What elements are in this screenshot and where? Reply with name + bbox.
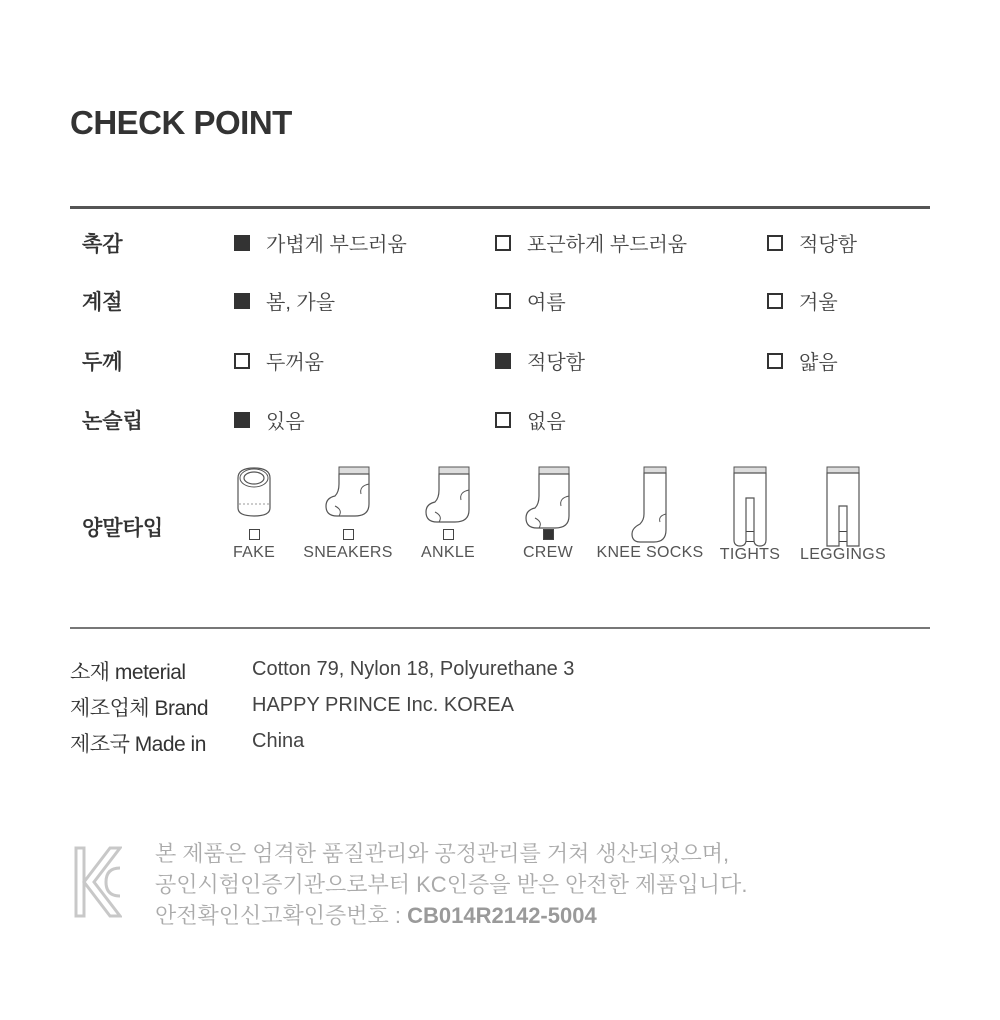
sneakers-sock-icon (323, 464, 373, 520)
sock-type-ankle (408, 464, 488, 562)
option-checkbox (495, 286, 566, 315)
option-checkbox (767, 286, 838, 315)
empty-box-icon (495, 412, 511, 428)
option-label: 적당함 (799, 234, 857, 256)
certification-line: 본 제품은 엄격한 품질관리와 공정관리를 거쳐 생산되었으며, (155, 841, 730, 866)
spec-value: China (252, 730, 305, 752)
certification-number-label: 안전확인신고확인증번호 : (155, 903, 408, 928)
option-label: 얇음 (799, 352, 838, 374)
sock-type-name: TIGHTS (719, 546, 781, 563)
certification-number: CB014R2142-5004 (407, 903, 597, 928)
row-label: 촉감 (82, 233, 123, 256)
option-label: 포근하게 부드러움 (527, 234, 688, 256)
sock-type-name: LEGGINGS (800, 546, 886, 563)
spec-value: HAPPY PRINCE Inc. KOREA (252, 694, 514, 716)
sock-type-name: CREW (522, 544, 574, 561)
bottom-divider (70, 627, 930, 629)
option-checkbox (495, 346, 585, 375)
option-checkbox (234, 405, 305, 434)
empty-box-icon (767, 353, 783, 369)
sock-type-leggings (800, 464, 886, 564)
empty-box-icon (249, 529, 260, 540)
kc-certification-logo-icon (74, 846, 122, 918)
fake-sock-icon (234, 464, 274, 520)
option-checkbox (767, 228, 857, 257)
option-label: 없음 (527, 411, 566, 433)
option-checkbox (767, 346, 838, 375)
sock-type-fake (214, 464, 294, 562)
checked-box-icon (234, 293, 250, 309)
top-divider (70, 206, 930, 209)
certification-number-line (155, 900, 747, 931)
empty-box-icon (234, 353, 250, 369)
option-label: 겨울 (799, 292, 838, 314)
sock-type-sneakers (298, 464, 398, 562)
certification-line: 공인시험인증기관으로부터 KC인증을 받은 안전한 제품입니다. (155, 872, 748, 897)
option-label: 있음 (266, 411, 305, 433)
empty-box-icon (443, 529, 454, 540)
option-checkbox (495, 405, 566, 434)
certification-text (155, 838, 747, 931)
checked-box-icon (234, 235, 250, 251)
empty-box-icon (343, 529, 354, 540)
spec-key: 소재 meterial (70, 661, 186, 684)
spec-value: Cotton 79, Nylon 18, Polyurethane 3 (252, 658, 575, 680)
option-checkbox (234, 346, 324, 375)
sock-type-name: ANKLE (421, 544, 475, 561)
attribute-row-texture (0, 222, 1000, 262)
empty-box-icon (495, 293, 511, 309)
option-label: 봄, 가을 (266, 292, 336, 314)
option-label: 두꺼움 (266, 352, 324, 374)
sock-type-name: FAKE (232, 544, 276, 561)
knee-sock-icon (630, 464, 670, 544)
option-label: 여름 (527, 292, 566, 314)
row-label: 두께 (82, 351, 123, 374)
empty-box-icon (495, 235, 511, 251)
page-title: CHECK POINT (70, 104, 292, 141)
sock-type-crew (508, 464, 588, 562)
option-label: 가볍게 부드러움 (266, 234, 407, 256)
option-checkbox (495, 228, 687, 257)
sock-type-tights (712, 464, 788, 564)
row-label: 논슬립 (82, 410, 143, 433)
empty-box-icon (767, 293, 783, 309)
sock-type-knee-socks (596, 464, 704, 562)
ankle-sock-icon (423, 464, 473, 526)
attribute-row-season (0, 280, 1000, 320)
spec-key: 제조국 Made in (70, 733, 206, 756)
checked-box-icon (543, 529, 554, 540)
sock-type-name: SNEAKERS (303, 544, 393, 561)
option-checkbox (234, 228, 407, 257)
spec-key: 제조업체 Brand (70, 697, 209, 720)
option-checkbox (234, 286, 335, 315)
attribute-row-thickness (0, 340, 1000, 380)
checked-box-icon (234, 412, 250, 428)
sock-type-name: KNEE SOCKS (596, 544, 704, 561)
crew-sock-icon (523, 464, 573, 532)
attribute-row-nonslip (0, 399, 1000, 439)
option-label: 적당함 (527, 352, 585, 374)
checked-box-icon (495, 353, 511, 369)
empty-box-icon (767, 235, 783, 251)
row-label: 계절 (82, 291, 123, 314)
sock-type-label: 양말타입 (82, 517, 164, 540)
